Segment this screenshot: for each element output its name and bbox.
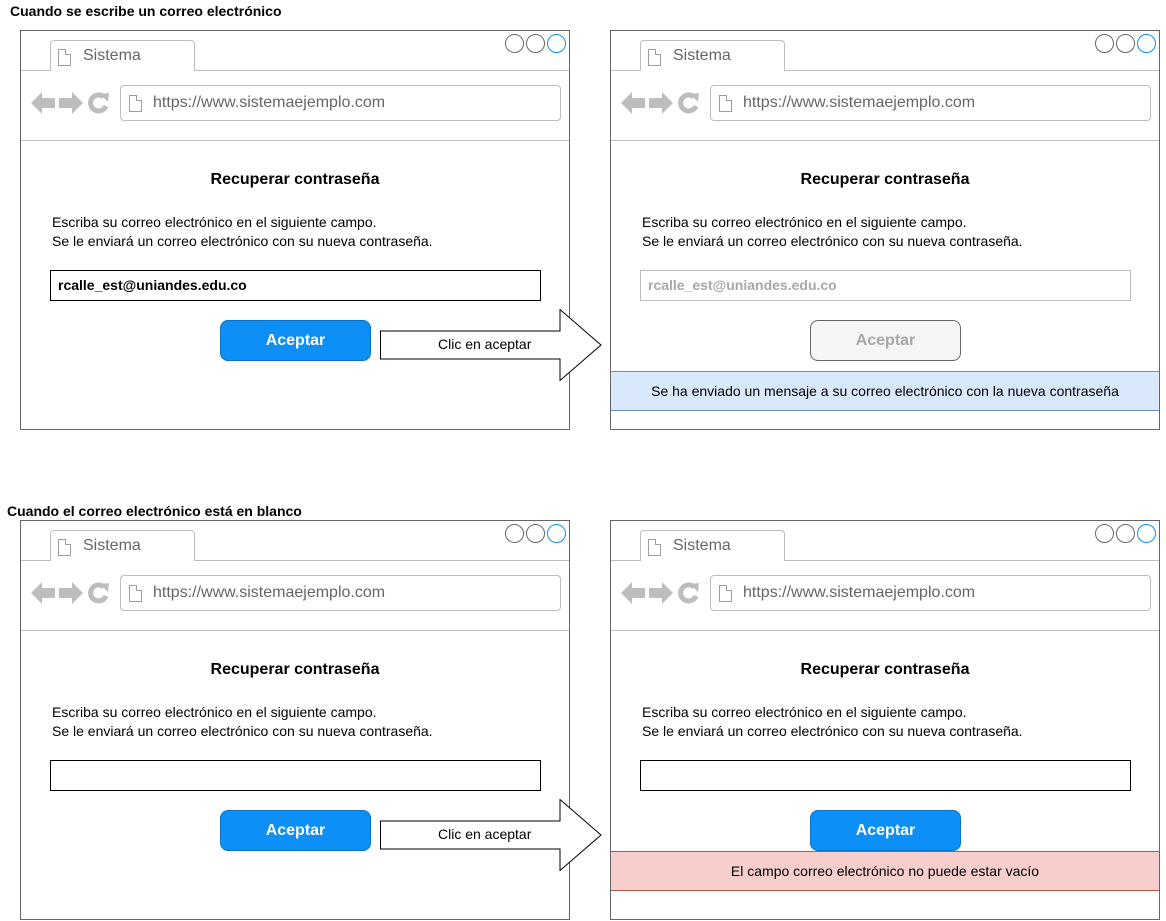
nav-buttons: [31, 582, 109, 604]
window-controls: [505, 34, 566, 53]
maximize-icon[interactable]: [526, 524, 545, 543]
close-icon[interactable]: [547, 34, 566, 53]
section-title-email-filled: Cuando se escribe un correo electrónico: [10, 3, 282, 19]
browser-window: [610, 520, 1160, 920]
back-arrow-icon[interactable]: [621, 92, 645, 114]
page-icon: [129, 585, 142, 602]
back-arrow-icon[interactable]: [31, 92, 55, 114]
page-icon: [719, 585, 732, 602]
arrow-label: Clic en aceptar: [438, 336, 532, 352]
transition-arrow: [380, 309, 602, 381]
forward-arrow-icon[interactable]: [649, 92, 673, 114]
refresh-icon[interactable]: [87, 92, 109, 114]
url-bar[interactable]: [710, 85, 1151, 121]
forward-arrow-icon[interactable]: [649, 582, 673, 604]
page-icon: [58, 539, 71, 556]
window-controls: [1095, 34, 1156, 53]
nav-buttons: [621, 92, 699, 114]
transition-arrow: [380, 799, 602, 871]
maximize-icon[interactable]: [1116, 524, 1135, 543]
page-icon: [129, 95, 142, 112]
minimize-icon[interactable]: [505, 524, 524, 543]
refresh-icon[interactable]: [677, 92, 699, 114]
forward-arrow-icon[interactable]: [59, 582, 83, 604]
email-input[interactable]: [640, 760, 1131, 791]
instructions: Escriba su correo electrónico en el siguiente campo. Se le enviará un correo electrónico con su nueva contraseña.: [52, 704, 433, 739]
email-input-disabled: rcalle_est@uniandes.edu.co: [640, 270, 1131, 301]
url-text: https://www.sistemaejemplo.com: [153, 94, 386, 111]
url-bar[interactable]: [120, 575, 561, 611]
email-input[interactable]: [50, 760, 541, 791]
error-message: El campo correo electrónico no puede estar vacío: [611, 851, 1159, 891]
url-text: https://www.sistemaejemplo.com: [743, 94, 976, 111]
browser-tab[interactable]: [50, 40, 195, 71]
accept-button[interactable]: Aceptar: [220, 320, 371, 361]
refresh-icon[interactable]: [677, 582, 699, 604]
instructions: Escriba su correo electrónico en el siguiente campo. Se le enviará un correo electrónico con su nueva contraseña.: [642, 214, 1023, 249]
close-icon[interactable]: [1137, 524, 1156, 543]
browser-tab[interactable]: [50, 530, 195, 561]
url-text: https://www.sistemaejemplo.com: [153, 584, 386, 601]
page-icon: [648, 49, 661, 66]
accept-button-disabled: Aceptar: [810, 320, 961, 361]
arrow-label: Clic en aceptar: [438, 826, 532, 842]
accept-button[interactable]: Aceptar: [810, 810, 961, 851]
page-icon: [719, 95, 732, 112]
window-controls: [505, 524, 566, 543]
url-bar[interactable]: [120, 85, 561, 121]
forward-arrow-icon[interactable]: [59, 92, 83, 114]
maximize-icon[interactable]: [526, 34, 545, 53]
close-icon[interactable]: [547, 524, 566, 543]
instructions: Escriba su correo electrónico en el siguiente campo. Se le enviará un correo electrónico con su nueva contraseña.: [52, 214, 433, 249]
refresh-icon[interactable]: [87, 582, 109, 604]
browser-tab[interactable]: [640, 40, 785, 71]
nav-buttons: [31, 92, 109, 114]
nav-buttons: [621, 582, 699, 604]
url-text: https://www.sistemaejemplo.com: [743, 584, 976, 601]
page-icon: [648, 539, 661, 556]
tab-title: Sistema: [83, 47, 141, 64]
window-controls: [1095, 524, 1156, 543]
instructions: Escriba su correo electrónico en el siguiente campo. Se le enviará un correo electrónico con su nueva contraseña.: [642, 704, 1023, 739]
tab-title: Sistema: [83, 537, 141, 554]
url-bar[interactable]: [710, 575, 1151, 611]
email-input[interactable]: rcalle_est@uniandes.edu.co: [50, 270, 541, 301]
success-message: Se ha enviado un mensaje a su correo electrónico con la nueva contraseña: [611, 371, 1159, 411]
page-title: Recuperar contraseña: [800, 661, 970, 678]
back-arrow-icon[interactable]: [621, 582, 645, 604]
back-arrow-icon[interactable]: [31, 582, 55, 604]
page-icon: [58, 49, 71, 66]
browser-tab[interactable]: [640, 530, 785, 561]
page-title: Recuperar contraseña: [800, 171, 970, 188]
accept-button[interactable]: Aceptar: [220, 810, 371, 851]
minimize-icon[interactable]: [1095, 524, 1114, 543]
page-title: Recuperar contraseña: [210, 171, 380, 188]
close-icon[interactable]: [1137, 34, 1156, 53]
tab-title: Sistema: [673, 537, 731, 554]
tab-title: Sistema: [673, 47, 731, 64]
minimize-icon[interactable]: [505, 34, 524, 53]
page-title: Recuperar contraseña: [210, 661, 380, 678]
section-title-email-blank: Cuando el correo electrónico está en blanco: [7, 503, 302, 519]
minimize-icon[interactable]: [1095, 34, 1114, 53]
maximize-icon[interactable]: [1116, 34, 1135, 53]
browser-window: [610, 30, 1160, 430]
